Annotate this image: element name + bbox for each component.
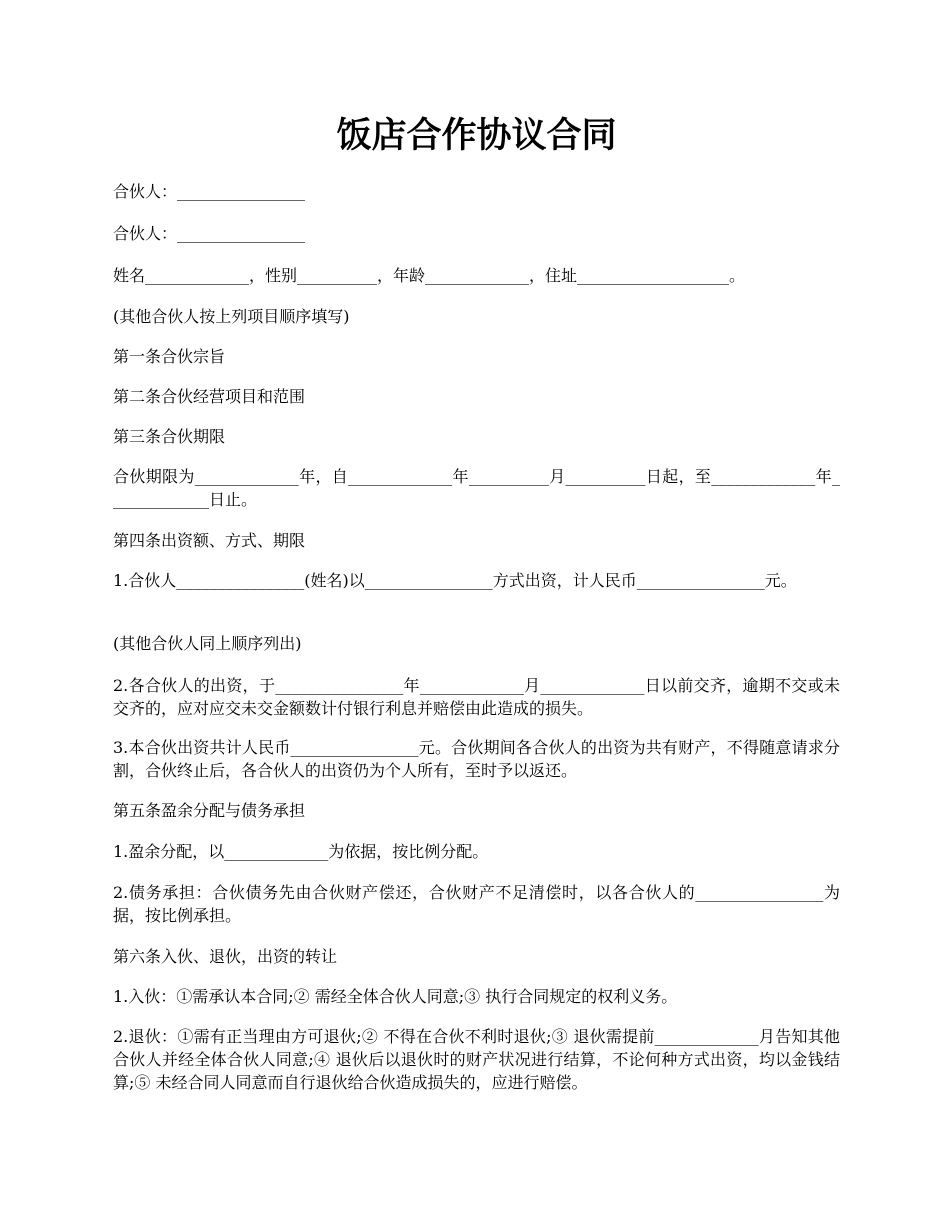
- partner-details-line: 姓名_____________，性别__________，年龄_____________，住址___________________。: [113, 266, 746, 285]
- article-2-heading: 第二条合伙经营项目和范围: [113, 387, 306, 406]
- partnership-term-paragraph: 合伙期限为_____________年，自_____________年__________月__________日起，至_____________年_____________日止。: [113, 467, 840, 509]
- article-5-heading: 第五条盈余分配与债务承担: [113, 801, 306, 820]
- debt-liability-clause: 2.债务承担：合伙债务先由合伙财产偿还，合伙财产不足清偿时，以各合伙人的________________为据，按比例承担。: [113, 883, 840, 925]
- article-1-heading: 第一条合伙宗旨: [113, 347, 226, 366]
- contribution-clause-2: 2.各合伙人的出资，于________________年_____________月_____________日以前交齐，逾期不交或未交齐的，应对应交未交金额数计付银行利息并赔偿由此造成的损失。: [113, 676, 840, 718]
- contribution-clause-3: 3.本合伙出资共计人民币________________元。合伙期间各合伙人的出资为共有财产，不得随意请求分割，合伙终止后，各合伙人的出资仍为个人所有，至时予以返还。: [113, 738, 840, 780]
- admission-clause: 1.入伙：①需承认本合同;② 需经全体合伙人同意;③ 执行合同规定的权利义务。: [113, 987, 678, 1006]
- document-title: 饭店合作协议合同: [336, 115, 617, 156]
- article-3-heading: 第三条合伙期限: [113, 427, 226, 446]
- partner-line-2: 合伙人：________________: [113, 224, 306, 243]
- other-partners-contribution-note: (其他合伙人同上顺序列出): [113, 634, 302, 653]
- other-partners-note: (其他合伙人按上列项目顺序填写): [113, 307, 350, 326]
- article-6-heading: 第六条入伙、退伙，出资的转让: [113, 947, 338, 966]
- partner-line-1: 合伙人：________________: [113, 182, 306, 201]
- article-4-heading: 第四条出资额、方式、期限: [113, 531, 306, 550]
- profit-distribution-clause: 1.盈余分配，以_____________为依据，按比例分配。: [113, 842, 489, 861]
- contribution-clause-1: 1.合伙人________________(姓名)以________________方式出资，计人民币________________元。: [113, 571, 797, 590]
- withdrawal-clause: 2.退伙：①需有正当理由方可退伙;② 不得在合伙不利时退伙;③ 退伙需提前_____________月告知其他合伙人并经全体合伙人同意;④ 退伙后以退伙时的财产状况进行结算，不论何种方式出资，均以金钱结算;⑤ 未经合同人同意而自行退伙给合伙造成损失的，应进行赔偿。: [113, 1027, 840, 1092]
